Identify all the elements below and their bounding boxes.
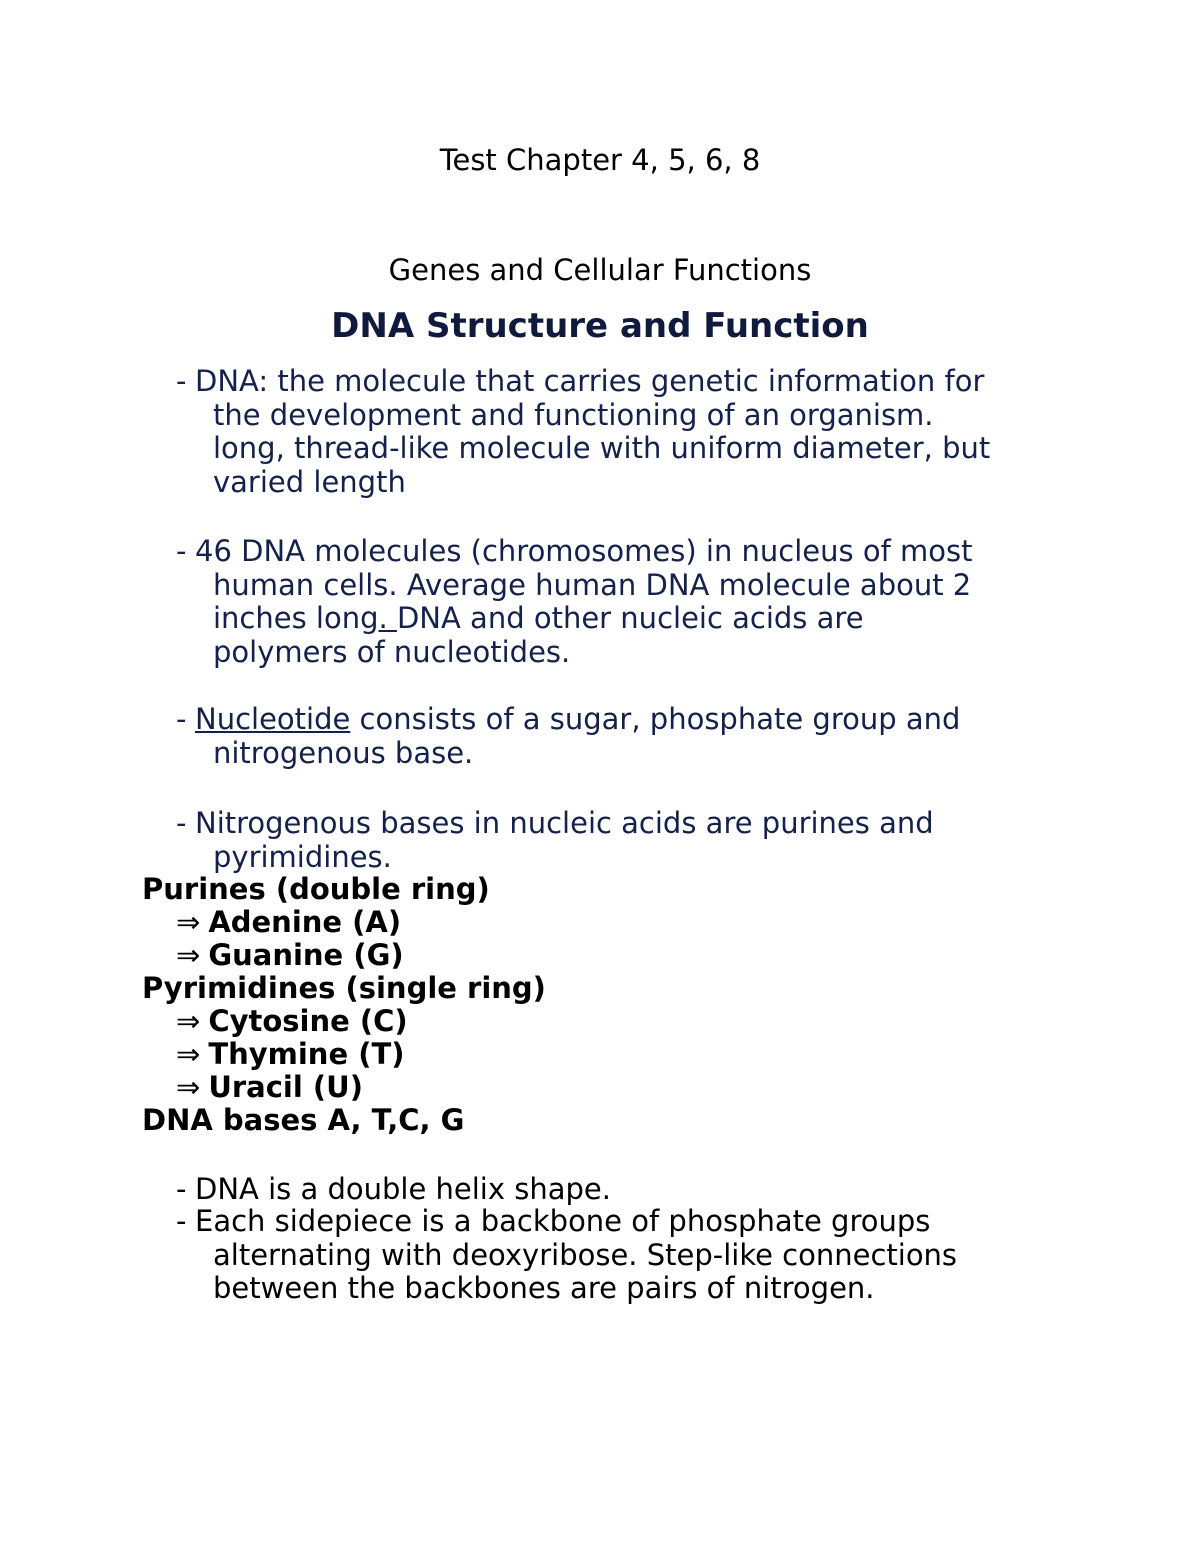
base-name: Cytosine (C) <box>208 1004 408 1038</box>
pyrimidines-heading: Pyrimidines (single ring) <box>142 971 546 1005</box>
bullet-text-line: polymers of nucleotides. <box>213 634 571 669</box>
bullet-text-segment: consists of a sugar, phosphate group and <box>350 702 961 736</box>
arrow-icon: ⇒ <box>176 1004 201 1038</box>
bullet-text-line: DNA: the molecule that carries genetic information for <box>195 364 985 398</box>
bullet-double-helix <box>176 1173 1076 1207</box>
purine-item <box>176 906 401 939</box>
bullet-dash: - <box>176 702 187 736</box>
bullet-text-line: between the backbones are pairs of nitrogen. <box>213 1271 875 1305</box>
bullet-dna-molecules <box>176 535 1076 669</box>
section-title: DNA Structure and Function <box>331 306 869 346</box>
base-name: Uracil (U) <box>208 1070 363 1104</box>
arrow-icon: ⇒ <box>176 905 201 939</box>
bullet-text-line: Each sidepiece is a backbone of phosphate groups <box>195 1204 931 1238</box>
purines-heading: Purines (double ring) <box>142 872 490 906</box>
bullet-text-line: DNA is a double helix shape. <box>195 1172 611 1206</box>
bullet-text-segment: inches long <box>213 601 379 635</box>
bullet-nucleotide <box>176 703 1076 770</box>
bullet-text-line: human cells. Average human DNA molecule about 2 <box>213 567 972 602</box>
bullet-text-line <box>176 703 1076 737</box>
base-name: Adenine (A) <box>208 905 402 939</box>
bullet-text-line: the development and functioning of an organism. <box>213 397 934 432</box>
bullet-dash: - <box>176 364 187 398</box>
arrow-icon: ⇒ <box>176 1037 201 1071</box>
pyrimidine-item <box>176 1038 405 1071</box>
base-name: Guanine (G) <box>208 938 404 972</box>
bullet-text-line: alternating with deoxyribose. Step-like connections <box>213 1237 958 1272</box>
bullet-dash: - <box>176 534 187 568</box>
pyrimidine-item <box>176 1071 363 1104</box>
underlined-period: . <box>378 601 397 635</box>
pyrimidine-item <box>176 1005 408 1038</box>
arrow-icon: ⇒ <box>176 1070 201 1104</box>
bullet-dash: - <box>176 1172 187 1206</box>
dna-bases-line: DNA bases A, T,C, G <box>142 1103 465 1137</box>
bullet-text-line: nitrogenous base. <box>213 735 474 770</box>
purine-item <box>176 939 404 972</box>
bullet-text-line: varied length <box>213 464 406 499</box>
bullet-text-line: 46 DNA molecules (chromosomes) in nucleus of most <box>195 534 973 568</box>
bullet-nitrogenous-bases <box>176 807 1076 874</box>
bullet-text-line <box>176 602 1076 636</box>
bullet-text-line: Nitrogenous bases in nucleic acids are purines and <box>195 806 934 840</box>
test-title: Test Chapter 4, 5, 6, 8 <box>439 143 761 177</box>
bullet-backbone <box>176 1205 1076 1306</box>
bullet-text-line: pyrimidines. <box>213 839 392 874</box>
bullet-dash: - <box>176 806 187 840</box>
nucleotide-term: Nucleotide <box>195 702 351 736</box>
unit-title: Genes and Cellular Functions <box>388 253 812 287</box>
arrow-icon: ⇒ <box>176 938 201 972</box>
bullet-text-line: long, thread-like molecule with uniform diameter, but <box>213 431 991 465</box>
base-name: Thymine (T) <box>208 1037 405 1071</box>
bullet-dna-definition <box>176 365 1076 499</box>
bullet-dash: - <box>176 1204 187 1238</box>
bullet-text-segment: DNA and other nucleic acids are <box>396 601 864 635</box>
